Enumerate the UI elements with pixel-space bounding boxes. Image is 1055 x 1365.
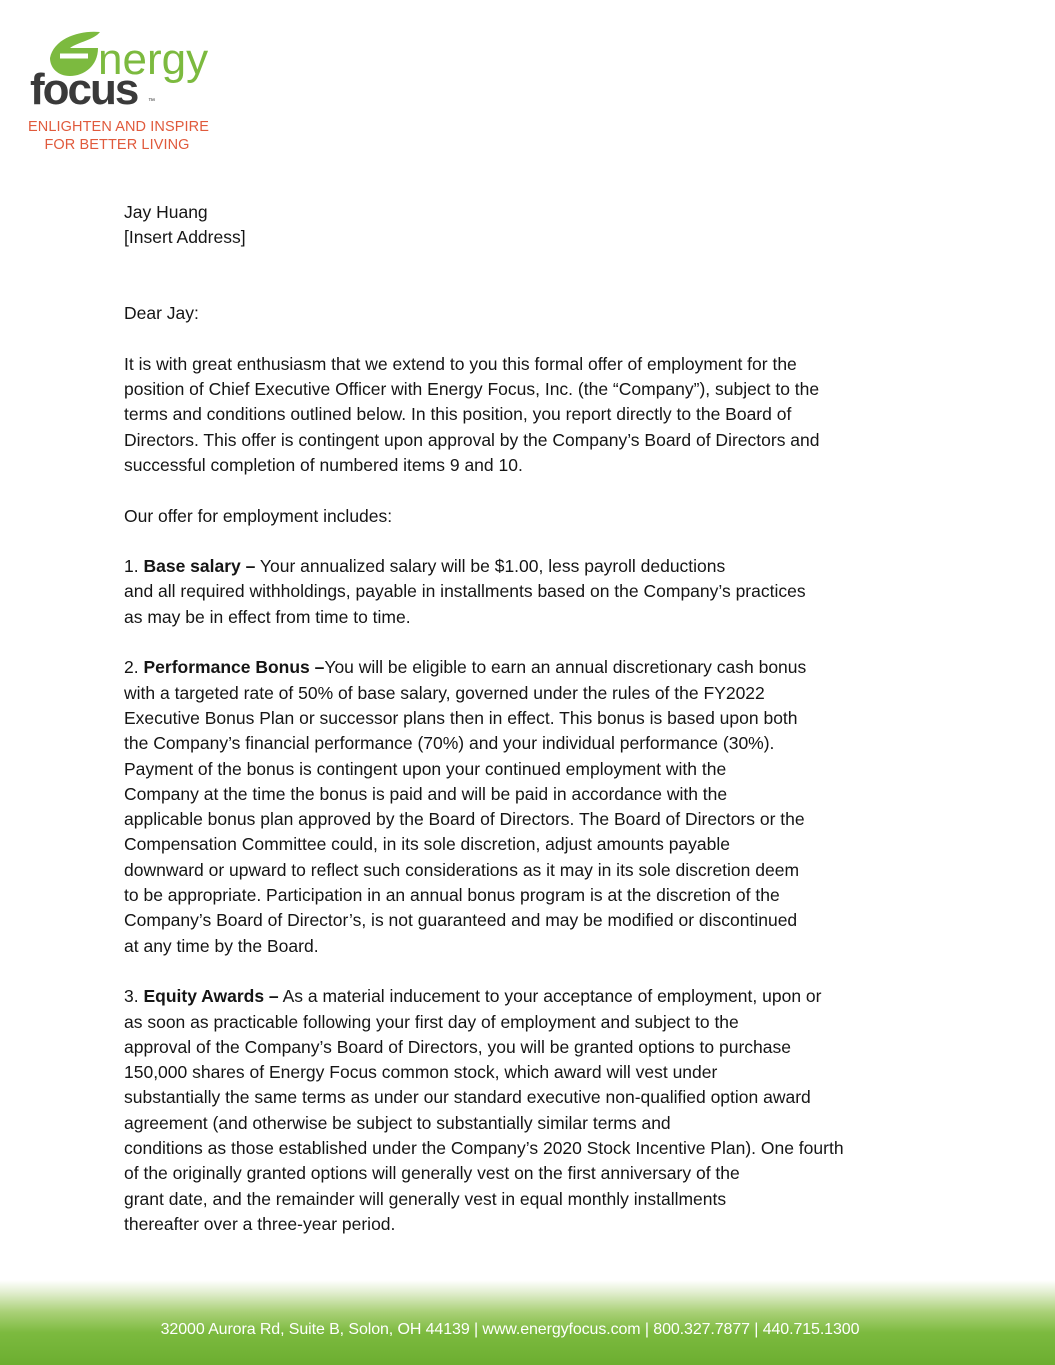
paragraph-line: grant date, and the remainder will generally vest in equal monthly installments <box>124 1188 727 1209</box>
item-number: 2. <box>124 657 139 678</box>
item-first-line <box>124 655 914 680</box>
item-text: As a material inducement to your acceptance of employment, upon or <box>278 986 822 1007</box>
salutation: Dear Jay: <box>124 303 199 324</box>
offer-item-base-salary <box>124 554 914 630</box>
svg-text:focus: focus <box>30 65 138 108</box>
paragraph-line: 150,000 shares of Energy Focus common stock, which award will vest under <box>124 1062 718 1083</box>
item-number: 3. <box>124 986 139 1007</box>
offer-intro: Our offer for employment includes: <box>124 505 393 526</box>
intro-paragraph <box>124 352 914 478</box>
paragraph-line: successful completion of numbered items 9 and 10. <box>124 454 523 475</box>
paragraph-line: Compensation Committee could, in its sole discretion, adjust amounts payable <box>124 834 731 855</box>
item-heading: Base salary – <box>143 556 256 577</box>
item-first-line <box>124 554 914 579</box>
paragraph-line: to be appropriate. Participation in an annual bonus program is at the discretion of the <box>124 885 780 906</box>
paragraph-line: Executive Bonus Plan or successor plans then in effect. This bonus is based upon both <box>124 707 798 728</box>
paragraph-line: agreement (and otherwise be subject to substantially similar terms and <box>124 1112 671 1133</box>
tagline-line: ENLIGHTEN AND INSPIRE <box>28 119 209 135</box>
paragraph-line: the Company’s financial performance (70%) and your individual performance (30%). <box>124 733 775 754</box>
paragraph-line: with a targeted rate of 50% of base salary, governed under the rules of the FY2022 <box>124 682 765 703</box>
recipient-address: [Insert Address] <box>124 227 246 248</box>
paragraph-line: conditions as those established under the Company’s 2020 Stock Incentive Plan). One fourth <box>124 1137 844 1158</box>
offer-item-performance-bonus <box>124 655 914 959</box>
footer-contact: 32000 Aurora Rd, Suite B, Solon, OH 44139 | www.energyfocus.com | 800.327.7877 | 440.715.1300 <box>160 1321 860 1338</box>
paragraph-line: Company’s Board of Director’s, is not guaranteed and may be modified or discontinued <box>124 910 798 931</box>
paragraph-line: Directors. This offer is contingent upon approval by the Company’s Board of Directors and <box>124 429 820 450</box>
recipient-name: Jay Huang <box>124 202 208 222</box>
paragraph-line: as soon as practicable following your first day of employment and subject to the <box>124 1011 739 1032</box>
paragraph-line: Company at the time the bonus is paid and will be paid in accordance with the <box>124 783 728 804</box>
logo-tagline <box>28 118 209 154</box>
paragraph-line: terms and conditions outlined below. In this position, you report directly to the Board of <box>124 404 792 425</box>
svg-text:nergy: nergy <box>98 35 209 84</box>
paragraph-line: and all required withholdings, payable in installments based on the Company’s practices <box>124 581 806 602</box>
paragraph-line: of the originally granted options will generally vest on the first anniversary of the <box>124 1163 740 1184</box>
paragraph-line: downward or upward to reflect such considerations as it may in its sole discretion deem <box>124 859 800 880</box>
item-number: 1. <box>124 556 139 577</box>
paragraph-line: as may be in effect from time to time. <box>124 606 411 627</box>
item-heading: Equity Awards – <box>143 986 279 1007</box>
paragraph-line: substantially the same terms as under our standard executive non-qualified option award <box>124 1087 811 1108</box>
item-text: You will be eligible to earn an annual discretionary cash bonus <box>324 657 807 678</box>
paragraph-line: at any time by the Board. <box>124 935 319 956</box>
tagline-line: FOR BETTER LIVING <box>44 137 190 153</box>
energy-focus-logo-mark <box>28 26 228 108</box>
paragraph-line: applicable bonus plan approved by the Board of Directors. The Board of Directors or the <box>124 809 805 830</box>
item-text: Your annualized salary will be $1.00, less payroll deductions <box>255 556 726 577</box>
paragraph-line: approval of the Company’s Board of Directors, you will be granted options to purchase <box>124 1036 791 1057</box>
item-heading: Performance Bonus – <box>143 657 325 678</box>
offer-item-equity-awards <box>124 984 914 1237</box>
svg-text:™: ™ <box>148 98 155 105</box>
paragraph-line: Payment of the bonus is contingent upon your continued employment with the <box>124 758 727 779</box>
paragraph-line: It is with great enthusiasm that we extend to you this formal offer of employment for the <box>124 353 797 374</box>
paragraph-line: thereafter over a three-year period. <box>124 1213 396 1234</box>
letter-body <box>124 200 914 1237</box>
item-first-line <box>124 984 914 1009</box>
paragraph-line: position of Chief Executive Officer with Energy Focus, Inc. (the “Company”), subject to the <box>124 379 820 400</box>
company-logo <box>28 26 228 156</box>
